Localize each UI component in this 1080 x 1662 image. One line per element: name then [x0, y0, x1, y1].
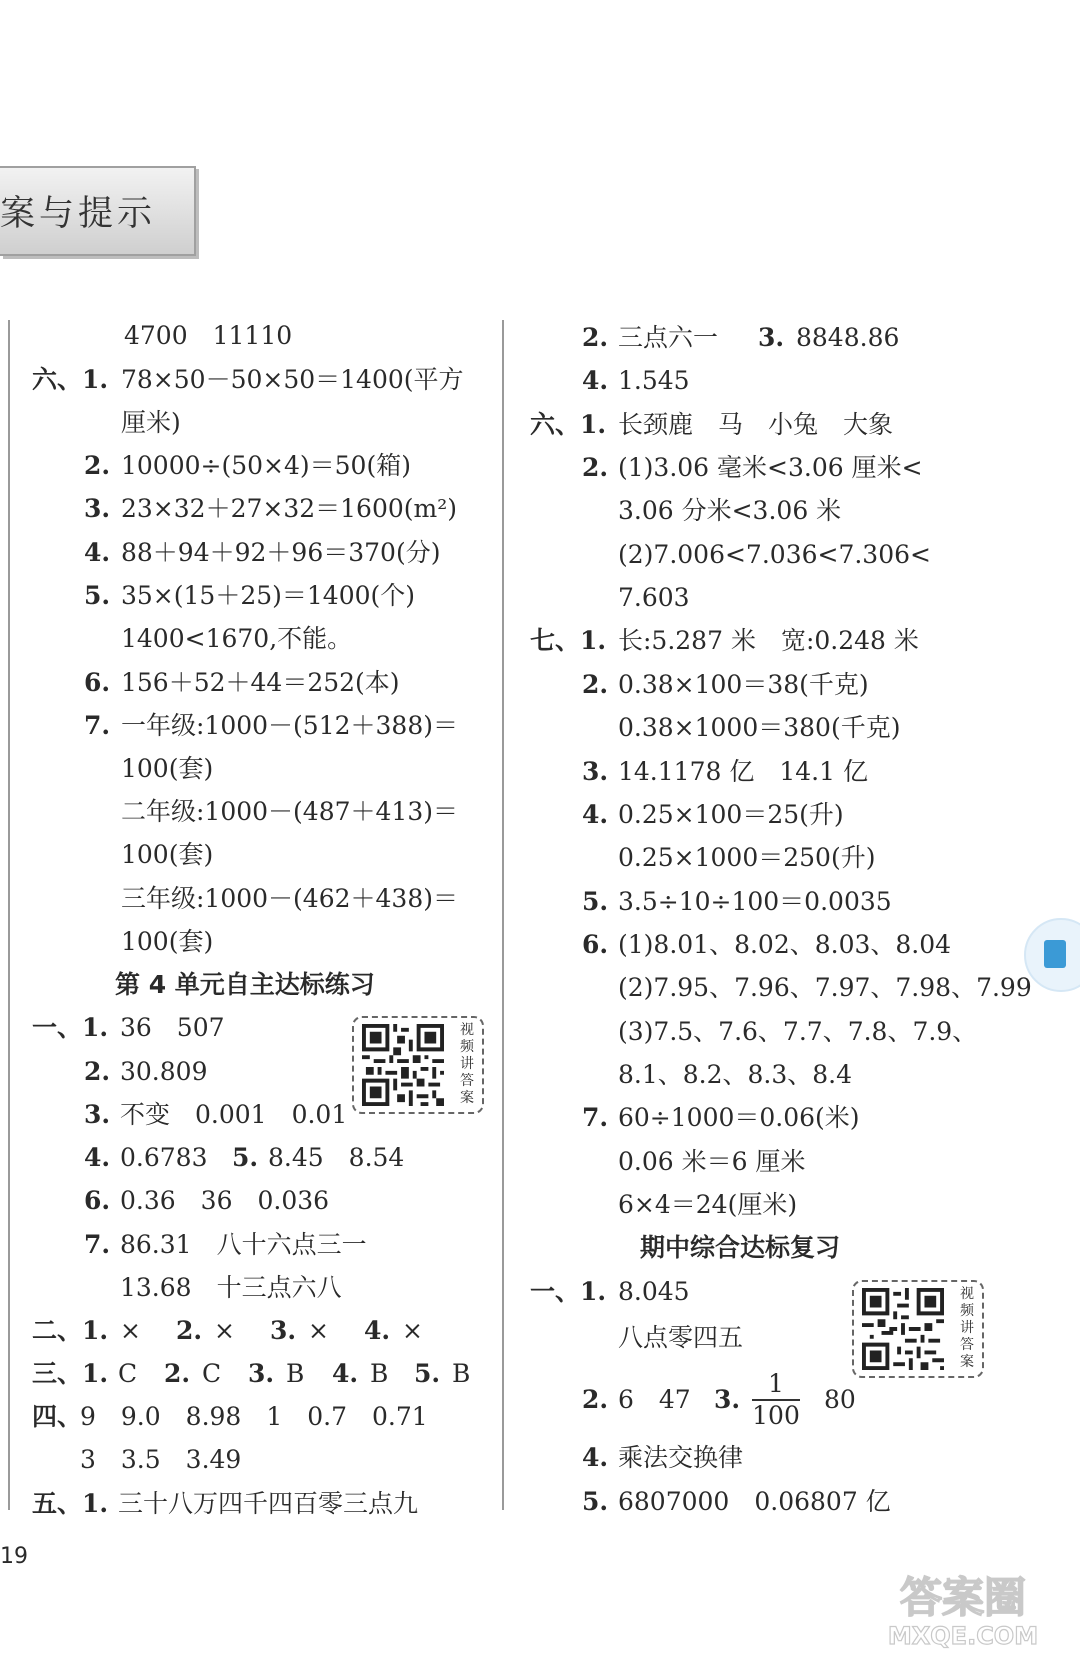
- item-number: 2.: [582, 323, 609, 352]
- answer-line: 36 507: [120, 1013, 225, 1042]
- answer-line: 三年级:1000－(462＋438)＝: [121, 884, 458, 913]
- item-number: 5.: [232, 1143, 259, 1172]
- item-number: 7.: [582, 1103, 609, 1132]
- qr-code-label: 视频讲答案: [960, 1286, 974, 1370]
- group-marker: 一、1.: [530, 1277, 607, 1306]
- answer-line: 3.06 分米<3.06 米: [618, 496, 842, 525]
- answer-line: 7.603: [618, 583, 690, 612]
- answer-line: 0.38×100＝38(千克): [618, 670, 869, 699]
- item-number: 2.: [176, 1316, 203, 1345]
- answer-line: 二年级:1000－(487＋413)＝: [121, 797, 458, 826]
- answer-line: 0.25×1000＝250(升): [618, 843, 876, 872]
- answer-line: 三点六一: [618, 323, 719, 352]
- answer-choice: B: [452, 1359, 471, 1388]
- item-number: 4.: [582, 1443, 609, 1472]
- item-number: 2.: [164, 1359, 191, 1388]
- answer-line: 0.38×1000＝380(千克): [618, 713, 901, 742]
- qr-code-icon: [862, 1288, 944, 1370]
- section-header-box: [0, 166, 196, 256]
- item-number: 2.: [582, 1385, 609, 1414]
- group-marker: 六、1.: [530, 410, 607, 439]
- answer-line: 不变 0.001 0.01: [120, 1100, 348, 1129]
- answer-line: 1400<1670,不能。: [121, 624, 353, 653]
- item-number: 2.: [582, 670, 609, 699]
- item-number: 4.: [582, 366, 609, 395]
- group-marker: 三、1.: [32, 1359, 109, 1388]
- answer-line: (3)7.5、7.6、7.7、7.8、7.9、: [618, 1017, 978, 1046]
- item-number: 4.: [364, 1316, 391, 1345]
- answer-mark: ×: [214, 1316, 235, 1345]
- answer-line: 10000÷(50×4)＝50(箱): [121, 451, 411, 480]
- answer-line: 三十八万四千四百零三点九: [118, 1489, 419, 1518]
- answer-choice: C: [118, 1359, 138, 1388]
- answer-line: 6×4＝24(厘米): [618, 1190, 798, 1219]
- answer-mark: ×: [120, 1316, 141, 1345]
- answer-line: 13.68 十三点六八: [120, 1273, 342, 1302]
- section-title-midterm: 期中综合达标复习: [640, 1233, 841, 1262]
- answer-line: 0.6783: [120, 1143, 208, 1172]
- answer-line: 8.45 8.54: [268, 1143, 405, 1172]
- item-number: 5.: [84, 581, 111, 610]
- answer-line: 8848.86: [796, 323, 900, 352]
- answer-line: 8.045: [618, 1277, 690, 1306]
- fraction-numerator: 1: [768, 1369, 784, 1398]
- answer-line: 0.06 米＝6 厘米: [618, 1147, 806, 1176]
- answer-line: 9 9.0 8.98 1 0.7 0.71: [80, 1402, 428, 1431]
- answer-line: 60÷1000＝0.06(米): [618, 1103, 860, 1132]
- watermark-text: 答案圈: [899, 1573, 1027, 1622]
- answer-line: (2)7.006<7.036<7.306<: [618, 540, 931, 569]
- item-number: 3.: [248, 1359, 275, 1388]
- item-number: 5.: [582, 1487, 609, 1516]
- item-number: 3.: [582, 757, 609, 786]
- item-number: 7.: [84, 711, 111, 740]
- qr-code-box[interactable]: [852, 1280, 984, 1378]
- answer-line: 长颈鹿 马 小兔 大象: [618, 410, 894, 439]
- answer-line: 八点零四五: [618, 1323, 744, 1352]
- answer-choice: C: [202, 1359, 222, 1388]
- item-number: 4.: [84, 1143, 111, 1172]
- answer-line: 0.36 36 0.036: [120, 1186, 330, 1215]
- qr-code-icon: [362, 1024, 444, 1106]
- answer-line: (1)3.06 毫米<3.06 厘米<: [618, 453, 923, 482]
- answer-choice: B: [370, 1359, 389, 1388]
- answer-mark: ×: [402, 1316, 423, 1345]
- column-divider: [502, 320, 504, 1510]
- item-number: 2.: [582, 453, 609, 482]
- answer-line: 100(套): [121, 754, 214, 783]
- answer-line: 3 3.5 3.49: [80, 1445, 242, 1474]
- item-number: 3.: [84, 1100, 111, 1129]
- answer-line: 8.1、8.2、8.3、8.4: [618, 1060, 853, 1089]
- answer-line: 4700 11110: [124, 321, 293, 350]
- group-marker: 四、: [32, 1402, 83, 1431]
- qr-code-box[interactable]: [352, 1016, 484, 1114]
- answer-line: 3.5÷10÷100＝0.0035: [618, 887, 892, 916]
- group-marker: 六、1.: [32, 365, 109, 394]
- watermark-logo: [858, 1564, 1068, 1652]
- answer-line: 6807000 0.06807 亿: [618, 1487, 891, 1516]
- answer-line: 23×32＋27×32＝1600(m²): [121, 494, 457, 523]
- side-tab[interactable]: [1024, 918, 1080, 992]
- left-margin-rule: [8, 320, 10, 1510]
- section-title-unit4: 第 4 单元自主达标练习: [115, 970, 375, 999]
- answer-line: 一年级:1000－(512＋388)＝: [121, 711, 458, 740]
- item-number: 3.: [758, 323, 785, 352]
- group-marker: 七、1.: [530, 626, 607, 655]
- item-number: 4.: [84, 538, 111, 567]
- item-number: 3.: [714, 1385, 741, 1414]
- answer-line: 80: [824, 1385, 856, 1414]
- book-icon: [1044, 940, 1066, 968]
- answer-mark: ×: [308, 1316, 329, 1345]
- answer-line: 0.25×100＝25(升): [618, 800, 844, 829]
- section-header-title: 案与提示: [0, 194, 157, 234]
- item-number: 6.: [84, 668, 111, 697]
- answer-line: 厘米): [121, 408, 181, 437]
- answer-line: 6 47: [618, 1385, 691, 1414]
- answer-line: 长:5.287 米 宽:0.248 米: [618, 626, 919, 655]
- item-number: 6.: [582, 930, 609, 959]
- item-number: 3.: [84, 494, 111, 523]
- item-number: 5.: [582, 887, 609, 916]
- answer-line: 1.545: [618, 366, 690, 395]
- answer-line: 88＋94＋92＋96＝370(分): [121, 538, 441, 567]
- item-number: 6.: [84, 1186, 111, 1215]
- answer-line: 86.31 八十六点三一: [120, 1230, 367, 1259]
- answer-line: 100(套): [121, 927, 214, 956]
- item-number: 2.: [84, 1057, 111, 1086]
- answer-line: (2)7.95、7.96、7.97、7.98、7.99: [618, 973, 1032, 1002]
- item-number: 7.: [84, 1230, 111, 1259]
- page-number: 19: [0, 1544, 28, 1569]
- answer-line: 35×(15＋25)＝1400(个): [121, 581, 416, 610]
- answer-line: 乘法交换律: [618, 1443, 744, 1472]
- fraction-denominator: 100: [752, 1401, 800, 1430]
- answer-line: 156＋52＋44＝252(本): [121, 668, 400, 697]
- qr-code-label: 视频讲答案: [460, 1022, 474, 1106]
- answer-line: 78×50－50×50＝1400(平方: [121, 365, 464, 394]
- item-number: 4.: [332, 1359, 359, 1388]
- fraction: [752, 1370, 800, 1430]
- answer-line: 30.809: [120, 1057, 208, 1086]
- item-number: 3.: [270, 1316, 297, 1345]
- answer-line: 14.1178 亿 14.1 亿: [618, 757, 868, 786]
- group-marker: 一、1.: [32, 1013, 109, 1042]
- answer-line: 100(套): [121, 840, 214, 869]
- answer-choice: B: [286, 1359, 305, 1388]
- answer-line: (1)8.01、8.02、8.03、8.04: [618, 930, 952, 959]
- item-number: 5.: [414, 1359, 441, 1388]
- item-number: 4.: [582, 800, 609, 829]
- group-marker: 五、1.: [32, 1489, 109, 1518]
- watermark-url: MXQE.COM: [887, 1622, 1039, 1650]
- item-number: 2.: [84, 451, 111, 480]
- group-marker: 二、1.: [32, 1316, 109, 1345]
